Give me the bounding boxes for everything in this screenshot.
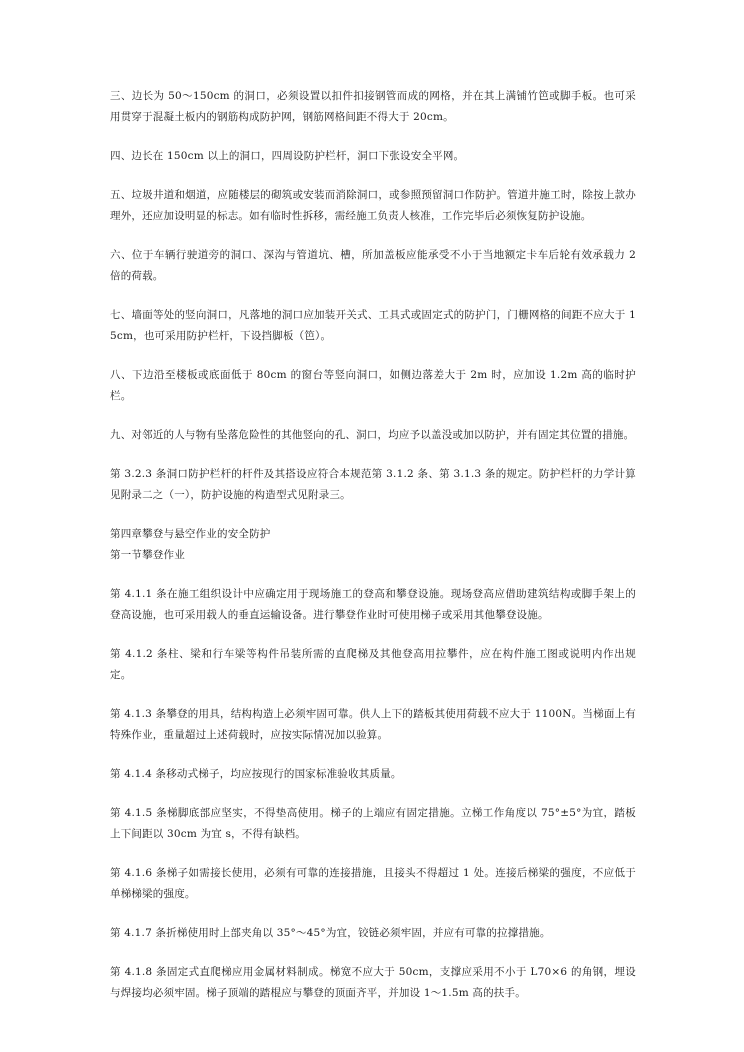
article-4-1-3: 第 4.1.3 条攀登的用具，结构构造上必须牢固可靠。供人上下的踏板其使用荷载不应大于 1100N。当梯面上有特殊作业，重量超过上述荷载时，应按实际情况加以验算。 — [110, 708, 636, 741]
paragraph-item-7: 七、墙面等处的竖向洞口，凡落地的洞口应加装开关式、工具式或固定式的防护门，门栅网格的间距不应大于 15cm，也可采用防护栏杆，下设挡脚板（笆）。 — [110, 309, 636, 342]
article-4-1-6: 第 4.1.6 条梯子如需接长使用，必须有可靠的连接措施，且接头不得超过 1 处。连接后梯梁的强度，不应低于单梯梯梁的强度。 — [110, 867, 636, 900]
paragraph-item-5: 五、垃圾井道和烟道，应随楼层的砌筑或安装而消除洞口，或参照预留洞口作防护。管道井施工时，除按上款办理外，还应加设明显的标志。如有临时性拆移，需经施工负责人核准，工作完毕后必须恢复防护设施。 — [110, 189, 636, 222]
article-4-1-8: 第 4.1.8 条固定式直爬梯应用金属材料制成。梯宽不应大于 50cm，支撑应采用不小于 L70×6 的角钢，埋设与焊接均必须牢固。梯子顶端的踏棍应与攀登的顶面齐平，并加设 1～1.5m 高的扶手。 — [110, 966, 636, 999]
chapter-heading: 第四章攀登与悬空作业的安全防护 — [110, 528, 271, 540]
paragraph-item-3: 三、边长为 50～150cm 的洞口，必须设置以扣件扣接钢管而成的网格，并在其上满铺竹笆或脚手板。也可采用贯穿于混凝土板内的钢筋构成防护网，钢筋网格间距不得大于 20cm。 — [110, 90, 636, 123]
section-heading: 第一节攀登作业 — [110, 549, 185, 561]
article-4-1-1: 第 4.1.1 条在施工组织设计中应确定用于现场施工的登高和攀登设施。现场登高应借助建筑结构或脚手架上的登高设施，也可采用载人的垂直运输设备。进行攀登作业时可使用梯子或采用其他攀登设施。 — [110, 588, 636, 621]
paragraph-item-9: 九、对邻近的人与物有坠落危险性的其他竖向的孔、洞口，均应予以盖没或加以防护，并有固定其位置的措施。 — [110, 429, 635, 441]
chapter-heading-group — [110, 524, 636, 566]
paragraph-item-6: 六、位于车辆行驶道旁的洞口、深沟与管道坑、槽，所加盖板应能承受不小于当地额定卡车后轮有效承载力 2 倍的荷载。 — [110, 249, 636, 282]
article-3-2-3: 第 3.2.3 条洞口防护栏杆的杆件及其搭设应符合本规范第 3.1.2 条、第 3.1.3 条的规定。防护栏杆的力学计算见附录二之（一），防护设施的构造型式见附录三。 — [110, 468, 636, 501]
paragraph-item-8: 八、下边沿至楼板或底面低于 80cm 的窗台等竖向洞口，如侧边落差大于 2m 时，应加设 1.2m 高的临时护栏。 — [110, 369, 636, 402]
article-4-1-5: 第 4.1.5 条梯脚底部应坚实，不得垫高使用。梯子的上端应有固定措施。立梯工作角度以 75°±5°为宜，踏板上下间距以 30cm 为宜 s，不得有缺档。 — [110, 807, 636, 840]
article-4-1-2: 第 4.1.2 条柱、梁和行车梁等构件吊装所需的直爬梯及其他登高用拉攀件，应在构件施工图或说明内作出规定。 — [110, 648, 636, 681]
article-4-1-4: 第 4.1.4 条移动式梯子，均应按现行的国家标准验收其质量。 — [110, 768, 402, 780]
article-4-1-7: 第 4.1.7 条折梯使用时上部夹角以 35°～45°为宜，铰链必须牢固，并应有可靠的拉撑措施。 — [110, 927, 551, 939]
paragraph-item-4: 四、边长在 150cm 以上的洞口，四周设防护栏杆，洞口下张设安全平网。 — [110, 150, 465, 162]
document-page — [110, 86, 636, 1022]
